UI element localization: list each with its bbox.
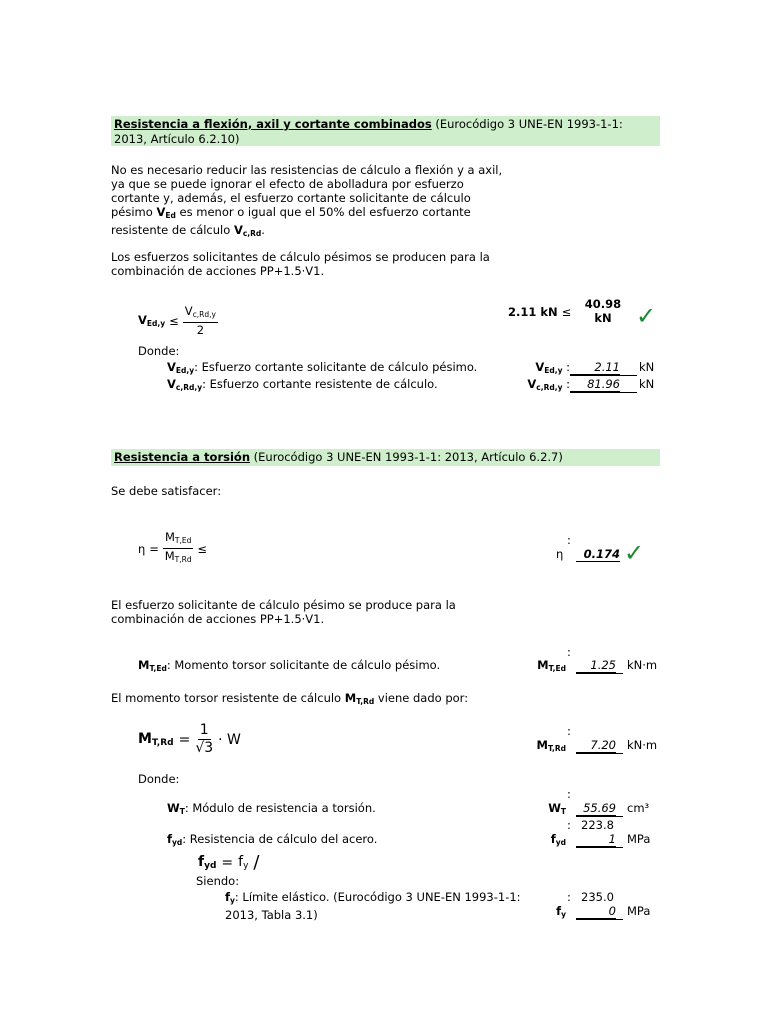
row-fyd-symbol: $f_{yd}$ <box>550 832 566 847</box>
section-title: Resistencia a flexión, axil y cortante combinados <box>114 117 432 131</box>
paragraph-satisfy: Se debe satisfacer: <box>111 484 222 498</box>
row-fyd-desc: $f_{yd}$: Resistencia de cálculo del acero. <box>167 832 378 847</box>
row-fy-value: 0 <box>576 904 616 919</box>
section-header-torsion <box>111 449 660 466</box>
row-vcrd-unit: kN <box>639 377 655 391</box>
eta-value: 0.174 <box>576 547 620 562</box>
fy-colon: : <box>567 890 571 904</box>
paragraph-combination: Los esfuerzos solicitantes de cálculo pésimos se producen para la combinación de acciones PP+1.5·V1. <box>111 250 490 278</box>
row-wt-unit: cm³ <box>627 801 650 815</box>
row-ved-value: 2.11 <box>570 360 620 375</box>
symbol: $V_{c,Rd}$ <box>233 223 262 238</box>
divider <box>576 919 623 920</box>
row-fyd-value: 1 <box>576 832 616 847</box>
row-mted-value: 1.25 <box>576 658 616 673</box>
result-right: 40.98 kN <box>584 297 622 325</box>
row-wt-value: 55.69 <box>576 801 616 816</box>
row-mted-unit: kN·m <box>627 658 658 672</box>
row-mted-symbol: $M_{T,Ed}$ <box>537 658 566 673</box>
row-fy-symbol: $f_y$ <box>556 904 566 919</box>
row-ved-symbol: $V_{Ed,y}$ : <box>535 360 570 375</box>
row-mtrd-value: 7.20 <box>576 738 616 753</box>
eta-colon: : <box>567 533 571 547</box>
section-title: Resistencia a torsión <box>114 450 251 464</box>
donde-label: Donde: <box>138 772 180 786</box>
row-vcrd-value: 81.96 <box>570 377 620 392</box>
check-icon: ✓ <box>636 302 657 330</box>
divider <box>576 847 623 848</box>
row-ved-desc: $V_{Ed,y}$: Esfuerzo cortante solicitante de cálculo pésimo. <box>167 360 478 375</box>
row-ved-unit: kN <box>639 360 655 374</box>
formula-mtrd: $M_{T,Rd}$ = $\frac{1}{√3}$ · W <box>138 722 241 756</box>
formula-fyd: $f_{yd}$ = $f_y$ / <box>198 852 260 873</box>
row-fy-desc: $f_y$: Límite elástico. (Eurocódigo 3 UNE-EN 1993-1-1: 2013, Tabla 3.1) <box>225 890 521 922</box>
donde-label: Donde: <box>138 344 180 358</box>
wt-colon: : <box>567 787 571 801</box>
formula-eta: η = $\frac{M_{T,Ed}}{M_{T,Rd}}$ ≤ <box>138 530 207 564</box>
le-sign: ≤ <box>169 313 179 328</box>
formula-fraction: $\frac{V_{c,Rd,y}}{2}$ <box>184 304 216 337</box>
row-wt-desc: $W_T$: Módulo de resistencia a torsión. <box>167 801 376 816</box>
row-vcrd-symbol: $V_{c,Rd,y}$ : <box>527 377 570 392</box>
text: es menor o igual que el 50% del esfuerzo cortante resistente de cálculo <box>111 205 471 237</box>
paragraph-combination-2: El esfuerzo solicitante de cálculo pésimo se produce para la combinación de acciones PP+1.5·V1. <box>111 598 456 626</box>
row-mtrd-unit: kN·m <box>627 738 658 752</box>
mted-colon: : <box>567 645 571 659</box>
fyd-colon: : <box>567 818 571 832</box>
paragraph-shear-note: No es necesario reducir las resistencias de cálculo a flexión y a axil, ya que se puede ignorar el efecto de abolladura por esfuerzo cortante y, además, el esfuerzo cortante solicitante de cálculo pésimo $V_{Ed}$ es menor o igual que el 50% del esfuerzo cortante resistente de cálculo $V_{c,Rd}$. <box>111 163 503 238</box>
result-left: 2.11 kN ≤ <box>508 305 572 319</box>
row-fy-unit: MPa <box>627 904 651 918</box>
check-icon: ✓ <box>624 539 645 567</box>
siendo-label: Siendo: <box>196 874 240 888</box>
row-mtrd-symbol: $M_{T,Rd}$ <box>536 738 566 753</box>
divider <box>570 375 637 376</box>
divider <box>576 816 623 817</box>
formula-shear-check <box>138 304 218 337</box>
paragraph-mtrd: El momento torsor resistente de cálculo $M_{T,Rd}$ viene dado por: <box>111 691 469 706</box>
divider <box>570 392 637 393</box>
section-reference: (Eurocódigo 3 UNE-EN 1993-1-1: 2013, Artículo 6.2.7) <box>250 450 563 464</box>
symbol: $V_{Ed}$ <box>156 205 176 220</box>
fyd-value-line1: 223.8 <box>581 818 614 832</box>
eta-symbol: η <box>556 547 564 561</box>
row-vcrd-desc: $V_{c,Rd,y}$: Esfuerzo cortante resistente de cálculo. <box>167 377 438 392</box>
mtrd-colon: : <box>567 724 571 738</box>
section-header-flexion <box>111 116 660 146</box>
fy-value-line1: 235.0 <box>581 890 614 904</box>
row-fyd-unit: MPa <box>627 832 651 846</box>
formula-lhs: $V_{Ed,y}$ <box>138 313 166 328</box>
section-reference: (Eurocódigo 3 UNE-EN 1993-1-1: 2013, Artículo 6.2.10) <box>114 117 623 146</box>
row-mted-desc: $M_{T,Ed}$: Momento torsor solicitante de cálculo pésimo. <box>138 658 441 673</box>
text: No es necesario reducir las resistencias de cálculo a flexión y a axil, ya que se puede ignorar el efecto de abolladura por esfuerzo cortante y, además, el esfuerzo cortante solicitante de cálculo pésimo <box>111 163 503 219</box>
divider <box>576 753 623 754</box>
row-wt-symbol: $W_T$ <box>548 801 566 816</box>
divider <box>576 673 623 674</box>
